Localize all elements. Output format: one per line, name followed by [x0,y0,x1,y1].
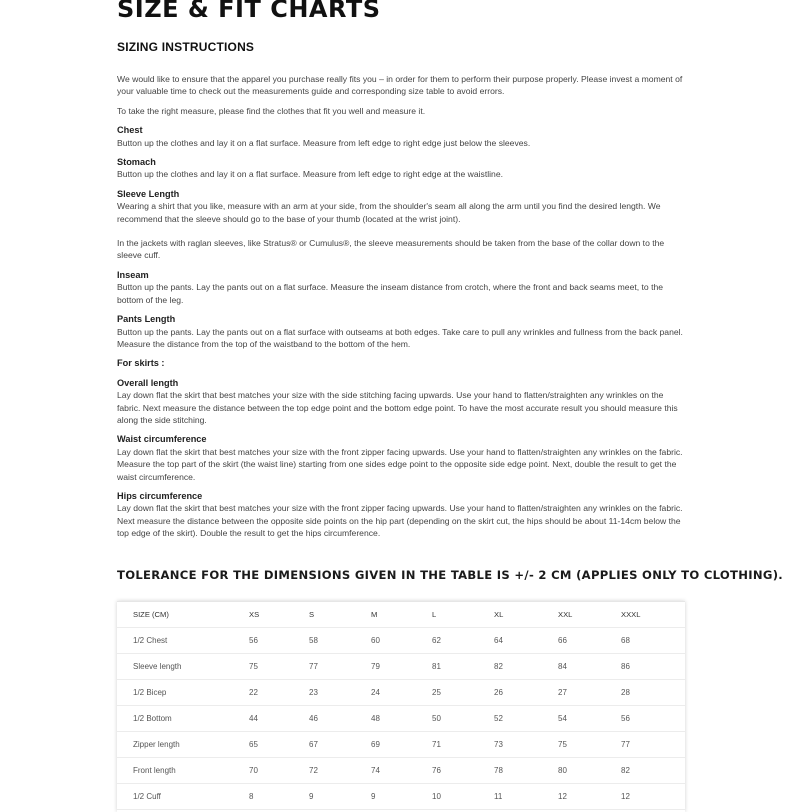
column-header: XXXL [621,602,685,628]
measurement-hips-circumference [117,490,687,540]
size-table [117,602,685,810]
table-cell: 82 [494,654,558,680]
table-cell: 82 [621,758,685,784]
measurement-heading: Overall length [117,377,179,388]
table-cell: 8 [249,784,309,810]
measurement-pants-length [117,313,687,350]
measurement-text: Wearing a shirt that you like, measure with an arm at your side, from the shoulder's seam all along the arm until you find the desired length. We recommend that the sleeve should go to the base of your thumb (located at the wrist joint). [117,201,661,224]
measurement-text: In the jackets with raglan sleeves, like Stratus® or Cumulus®, the sleeve measurements should be taken from the base of the collar down to the sleeve cuff. [117,238,665,261]
measurement-text: Button up the clothes and lay it on a flat surface. Measure from left edge to right edge at the waistline. [117,169,503,180]
table-cell: 28 [621,680,685,706]
table-cell: 50 [432,706,494,732]
measurement-heading: Hips circumference [117,490,203,501]
measurement-heading: Inseam [117,269,149,280]
measurement-text: Lay down flat the skirt that best matches your size with the front zipper facing upwards. Use your hand to flatten/straighten any wrinkles on the fabric. Measure the top part of the skirt (the waist line) starting from one sides edge point to the opposite side edge point. Next, double the result to get the waist circumference. [117,446,683,482]
table-cell: 48 [371,706,432,732]
table-cell: 77 [309,654,371,680]
table-cell: 22 [249,680,309,706]
table-cell: 1/2 Bicep [117,680,249,706]
table-row [117,784,685,810]
table-cell: 76 [432,758,494,784]
table-cell: 9 [371,784,432,810]
table-cell: 71 [432,732,494,758]
measurement-heading: Pants Length [117,314,176,325]
measurement-heading: Sleeve Length [117,188,180,199]
measurement-text: Button up the clothes and lay it on a flat surface. Measure from left edge to right edge just below the sleeves. [117,137,531,148]
table-cell: Front length [117,758,249,784]
intro-paragraph: To take the right measure, please find the clothes that fit you well and measure it. [117,105,426,116]
table-cell: 25 [432,680,494,706]
table-cell: 54 [558,706,621,732]
table-cell: 44 [249,706,309,732]
table-cell: 77 [621,732,685,758]
table-cell: 75 [558,732,621,758]
sizing-instructions [117,73,687,547]
table-cell: 52 [494,706,558,732]
table-cell: 9 [309,784,371,810]
table-cell: 78 [494,758,558,784]
table-cell: 26 [494,680,558,706]
column-header: L [432,602,494,628]
size-table-card [117,601,685,812]
table-cell: Sleeve length [117,654,249,680]
column-header: XS [249,602,309,628]
column-header: S [309,602,371,628]
measurement-heading: Waist circumference [117,434,207,445]
column-header: M [371,602,432,628]
table-cell: 27 [558,680,621,706]
table-row [117,732,685,758]
table-cell: 69 [371,732,432,758]
table-cell: 64 [494,628,558,654]
table-row [117,628,685,654]
column-header: XL [494,602,558,628]
column-header: SIZE (CM) [117,602,249,628]
table-row [117,654,685,680]
intro-paragraph: We would like to ensure that the apparel you purchase really fits you – in order for them to perform their purpose properly. Please invest a moment of your valuable time to check out the measurements guide and corresponding size table to avoid errors. [117,74,683,97]
measurement-waist-circumference [117,433,687,483]
measurement-overall-length [117,377,687,427]
table-row [117,680,685,706]
measurement-text: Button up the pants. Lay the pants out on a flat surface with outseams at both edges. Take care to pull any wrinkles and fullness from the back panel. Measure the distance from the top of the waistband to the bottom of the hem. [117,326,683,349]
measurement-sleeve-length [117,188,687,262]
table-cell: 11 [494,784,558,810]
table-cell: 67 [309,732,371,758]
measurement-heading: Chest [117,125,143,136]
table-cell: 73 [494,732,558,758]
table-cell: 80 [558,758,621,784]
table-cell: 66 [558,628,621,654]
table-cell: 75 [249,654,309,680]
table-cell: 72 [309,758,371,784]
table-cell: 84 [558,654,621,680]
measurement-inseam [117,269,687,306]
table-cell: 56 [249,628,309,654]
page-title: SIZE & FIT CHARTS [117,0,381,23]
table-cell: 10 [432,784,494,810]
column-header: XXL [558,602,621,628]
table-cell: 1/2 Cuff [117,784,249,810]
table-cell: Zipper length [117,732,249,758]
measurement-text: Lay down flat the skirt that best matches your size with the side stitching facing upwards. Use your hand to flatten/straighten any wrinkles on the fabric. Next measure the distance between the top edge point and the bottom edge point. To have the most accurate result you should measure this along the side stitching. [117,390,678,425]
measurement-text: Button up the pants. Lay the pants out on a flat surface. Measure the inseam distance from crotch, where the front and back seams meet, to the bottom of the leg. [117,282,664,305]
table-cell: 12 [621,784,685,810]
table-cell: 58 [309,628,371,654]
table-cell: 60 [371,628,432,654]
table-cell: 74 [371,758,432,784]
table-cell: 65 [249,732,309,758]
table-cell: 46 [309,706,371,732]
section-title: SIZING INSTRUCTIONS [117,40,255,54]
tolerance-heading: TOLERANCE FOR THE DIMENSIONS GIVEN IN THE TABLE IS +/- 2 CM (APPLIES ONLY TO CLOTHING). [117,568,784,582]
table-cell: 62 [432,628,494,654]
table-cell: 86 [621,654,685,680]
table-cell: 79 [371,654,432,680]
measurement-text: Lay down flat the skirt that best matches your size with the front zipper facing upwards. Use your hand to flatten/straighten any wrinkles on the fabric. Next measure the distance between the opposite side points on the hip part (depending on the skirt cut, the hips should be about 11-14cm below the top edge of the skirt). Double the result to get the hips circumference. [117,503,683,539]
table-cell: 70 [249,758,309,784]
skirts-label: For skirts : [117,358,165,369]
measurement-stomach [117,156,687,181]
table-cell: 12 [558,784,621,810]
table-cell: 24 [371,680,432,706]
table-cell: 1/2 Chest [117,628,249,654]
table-cell: 56 [621,706,685,732]
table-cell: 68 [621,628,685,654]
measurement-chest [117,124,687,149]
table-cell: 23 [309,680,371,706]
table-row [117,758,685,784]
table-cell: 81 [432,654,494,680]
measurement-heading: Stomach [117,157,156,168]
table-cell: 1/2 Bottom [117,706,249,732]
table-header-row [117,602,685,628]
table-row [117,706,685,732]
